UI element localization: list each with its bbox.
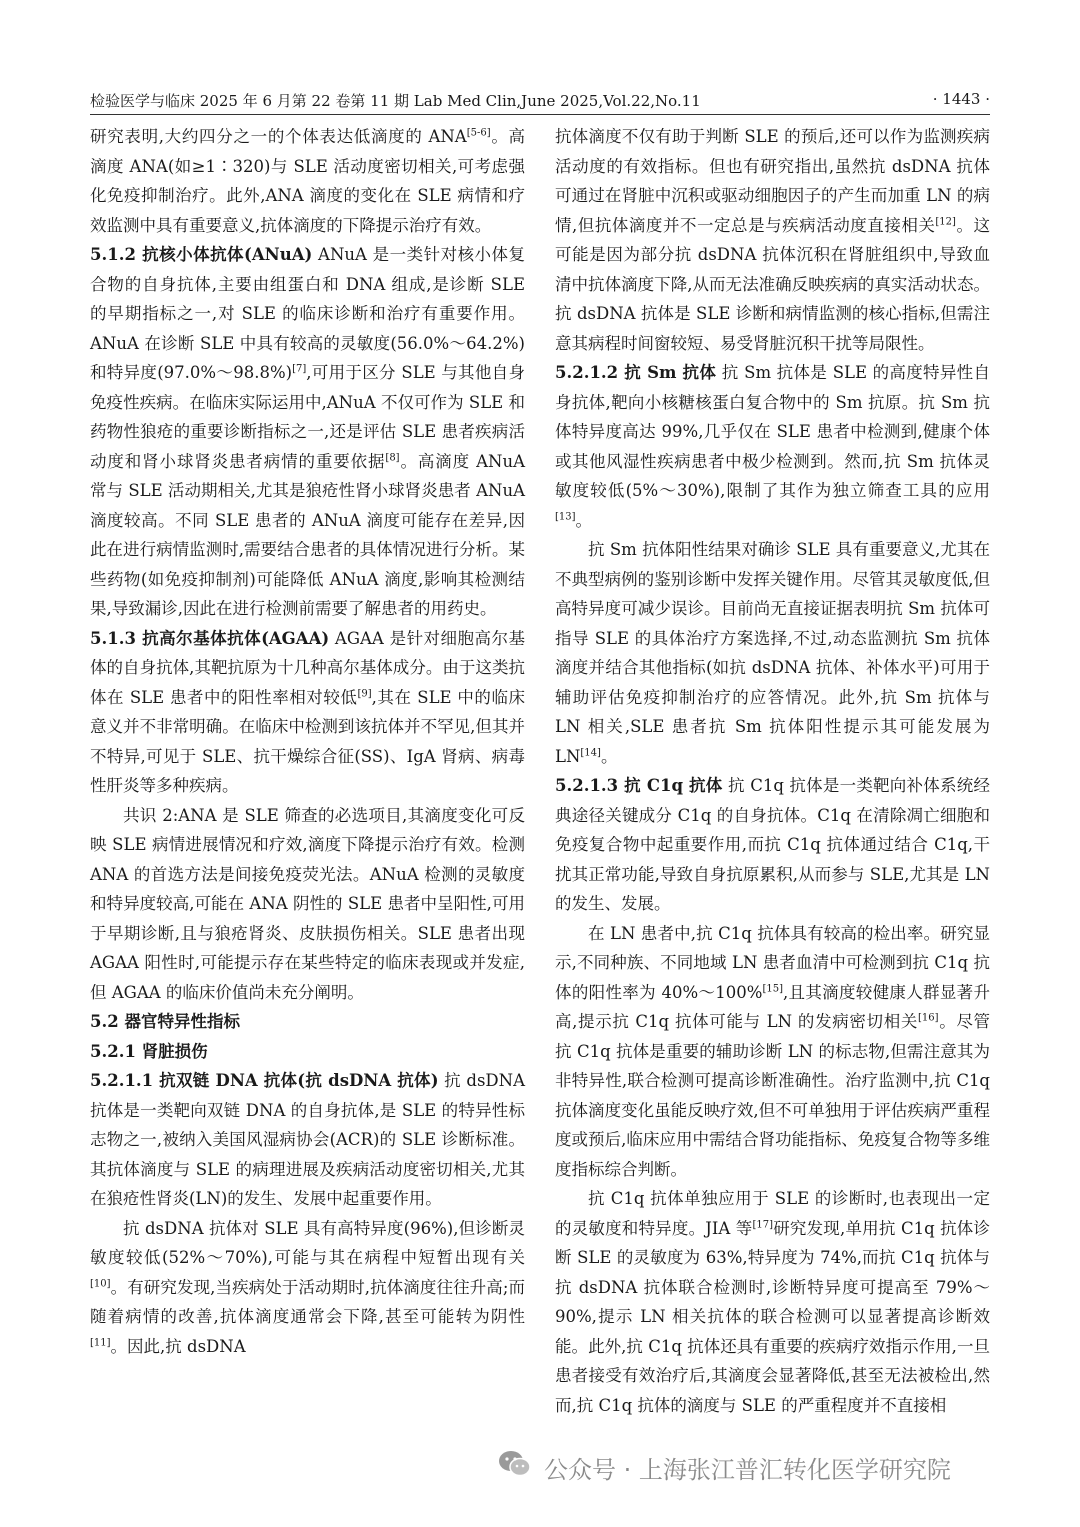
watermark <box>498 1447 951 1487</box>
page-number: · 1443 · <box>932 90 990 108</box>
paragraph: 抗 C1q 抗体单独应用于 SLE 的诊断时,也表现出一定的灵敏度和特异度。JIA 等[17]研究发现,单用抗 C1q 抗体诊断 SLE 的灵敏度为 63%,特异度为 74%,而抗 C1q 抗体与抗 dsDNA 抗体联合检测时,诊断特异度可提高至 79%～90%,提示 LN 相关抗体的联合检测可以显著提高诊断效能。此外,抗 C1q 抗体还具有重要的疾病疗效指示作用,一旦患者接受有效治疗后,其滴度会显著降低,甚至无法被检出,然而,抗 C1q 抗体的滴度与 SLE 的严重程度并不直接相 <box>555 1189 991 1415</box>
section-5-2-1-1: 5.2.1.1 抗双链 DNA 抗体(抗 dsDNA 抗体) 抗 dsDNA 抗体是一类靶向双链 DNA 的自身抗体,是 SLE 的特异性标志物之一,被纳入美国风湿病协会(ACR)的 SLE 诊断标准。其抗体滴度与 SLE 的病理进展及疾病活动度密切相关,尤其在狼疮性肾炎(LN)的发生、发展中起重要作用。 <box>90 1071 525 1208</box>
consensus-2: 共识 2:ANA 是 SLE 筛查的必选项目,其滴度变化可反映 SLE 病情进展情况和疗效,滴度下降提示治疗有效。检测 ANA 的首选方法是间接免疫荧光法。ANuA 检测的灵敏度和特异度较高,可能在 ANA 阴性的 SLE 患者中呈阳性,可用于早期诊断,且与狼疮肾炎、皮肤损伤相关。SLE 患者出现 AGAA 阳性时,可能提示存在某些特定的临床表现或并发症,但 AGAA 的临床价值尚未充分阐明。 <box>90 805 525 1002</box>
watermark-text: 公众号 · 上海张江普汇转化医学研究院 <box>544 1455 951 1484</box>
wechat-icon <box>498 1449 532 1485</box>
section-heading: 5.1.3 抗高尔基体抗体(AGAA) <box>90 628 330 648</box>
section-5-2-1-2: 5.2.1.2 抗 Sm 抗体 抗 Sm 抗体是 SLE 的高度特异性自身抗体,靶向小核糖核蛋白复合物中的 Sm 抗原。抗 Sm 抗体特异度高达 99%,几乎仅在 SLE 患者中检测到,健康个体或其他风湿性疾病患者中极少检测到。然而,抗 Sm 抗体灵敏度较低(5%～30%),限制了其作为独立筛查工具的应用[13]。 <box>555 363 991 530</box>
paragraph: 抗 Sm 抗体阳性结果对确诊 SLE 具有重要意义,尤其在不典型病例的鉴别诊断中发挥关键作用。尽管其灵敏度低,但高特异度可减少误诊。目前尚无直接证据表明抗 Sm 抗体可指导 SLE 的具体治疗方案选择,不过,动态监测抗 Sm 抗体滴度并结合其他指标(如抗 dsDNA 抗体、补体水平)可用于辅助评估免疫抑制治疗的应答情况。此外,抗 Sm 抗体与 LN 相关,SLE 患者抗 Sm 抗体阳性提示其可能发展为 LN[14]。 <box>555 540 990 766</box>
running-header <box>90 88 990 115</box>
paragraph: 抗 dsDNA 抗体对 SLE 具有高特异度(96%),但诊断灵敏度较低(52%～70%),可能与其在病程中短暂出现有关[10]。有研究发现,当疾病处于活动期时,抗体滴度往往升高;而随着病情的改善,抗体滴度通常会下降,甚至可能转为阴性[11]。因此,抗 dsDNA <box>90 1218 525 1356</box>
section-5-1-2: 5.1.2 抗核小体抗体(ANuA) ANuA 是一类针对核小体复合物的自身抗体,主要由组蛋白和 DNA 组成,是诊断 SLE 的早期指标之一,对 SLE 的临床诊断和治疗有重要作用。ANuA 在诊断 SLE 中具有较高的灵敏度(56.0%～64.2%)和特异度(97.0%～98.8%)[7],可用于区分 SLE 与其他自身免疫性疾病。在临床实际运用中,ANuA 不仅可作为 SLE 和药物性狼疮的重要诊断指标之一,还是评估 SLE 患者疾病活动度和肾小球肾炎患者病情的重要依据[8]。高滴度 ANuA 常与 SLE 活动期相关,尤其是狼疮性肾小球肾炎患者 ANuA 滴度较高。不同 SLE 患者的 ANuA 滴度可能存在差异,因此在进行病情监测时,需要结合患者的具体情况进行分析。某些药物(如免疫抑制剂)可能降低 ANuA 滴度,影响其检测结果,导致漏诊,因此在进行检测前需要了解患者的用药史。 <box>90 245 526 618</box>
section-5-2-heading: 5.2 器官特异性指标 <box>90 1012 240 1031</box>
section-heading: 5.2.1.3 抗 C1q 抗体 <box>555 776 723 795</box>
section-5-2-1-3: 5.2.1.3 抗 C1q 抗体 抗 C1q 抗体是一类靶向补体系统经典途径关键成分 C1q 的自身抗体。C1q 在清除凋亡细胞和免疫复合物中起重要作用,而抗 C1q 抗体通过结合 C1q,干扰其正常功能,导致自身抗原累积,从而参与 SLE,尤其是 LN 的发生、发展。 <box>555 776 990 913</box>
paragraph: 研究表明,大约四分之一的个体表达低滴度的 ANA[5-6]。高滴度 ANA(如≥1∶320)与 SLE 活动度密切相关,可考虑强化免疫抑制治疗。此外,ANA 滴度的变化在 SLE 病情和疗效监测中具有重要意义,抗体滴度的下降提示治疗有效。 <box>90 127 526 235</box>
section-heading: 5.2.1.2 抗 Sm 抗体 <box>555 363 717 382</box>
section-heading: 5.2.1.1 抗双链 DNA 抗体(抗 dsDNA 抗体) <box>90 1071 439 1090</box>
left-column <box>90 122 525 1361</box>
right-column <box>555 122 990 1420</box>
journal-info: 检验医学与临床 2025 年 6 月第 22 卷第 11 期 Lab Med Clin,June 2025,Vol.22,No.11 <box>90 92 701 110</box>
section-5-2-1-heading: 5.2.1 肾脏损伤 <box>90 1041 208 1061</box>
section-heading: 5.1.2 抗核小体抗体(ANuA) <box>90 245 313 264</box>
paragraph: 抗体滴度不仅有助于判断 SLE 的预后,还可以作为监测疾病活动度的有效指标。但也有研究指出,虽然抗 dsDNA 抗体可通过在肾脏中沉积或驱动细胞因子的产生而加重 LN 的病情,但抗体滴度并不一定总是与疾病活动度直接相关[12]。这可能是因为部分抗 dsDNA 抗体沉积在肾脏组织中,导致血清中抗体滴度下降,从而无法准确反映疾病的真实活动状态。抗 dsDNA 抗体是 SLE 诊断和病情监测的核心指标,但需注意其病程时间窗较短、易受肾脏沉积干扰等局限性。 <box>555 127 990 353</box>
paragraph: 在 LN 患者中,抗 C1q 抗体具有较高的检出率。研究显示,不同种族、不同地域 LN 患者血清中可检测到抗 C1q 抗体的阳性率为 40%～100%[15],且其滴度较健康人群显著升高,提示抗 C1q 抗体可能与 LN 的发病密切相关[16]。尽管抗 C1q 抗体是重要的辅助诊断 LN 的标志物,但需注意其为非特异性,联合检测可提高诊断准确性。治疗监测中,抗 C1q 抗体滴度变化虽能反映疗效,但不可单独用于评估疾病严重程度或预后,临床应用中需结合肾功能指标、免疫复合物等多维度指标综合判断。 <box>555 923 991 1179</box>
section-5-1-3: 5.1.3 抗高尔基体抗体(AGAA) AGAA 是针对细胞高尔基体的自身抗体,其靶抗原为十几种高尔基体成分。由于这类抗体在 SLE 患者中的阳性率相对较低[9],其在 SLE 中的临床意义并不非常明确。在临床中检测到该抗体并不罕见,但其并不特异,可见于 SLE、抗干燥综合征(SS)、IgA 肾病、病毒性肝炎等多种疾病。 <box>90 628 525 795</box>
